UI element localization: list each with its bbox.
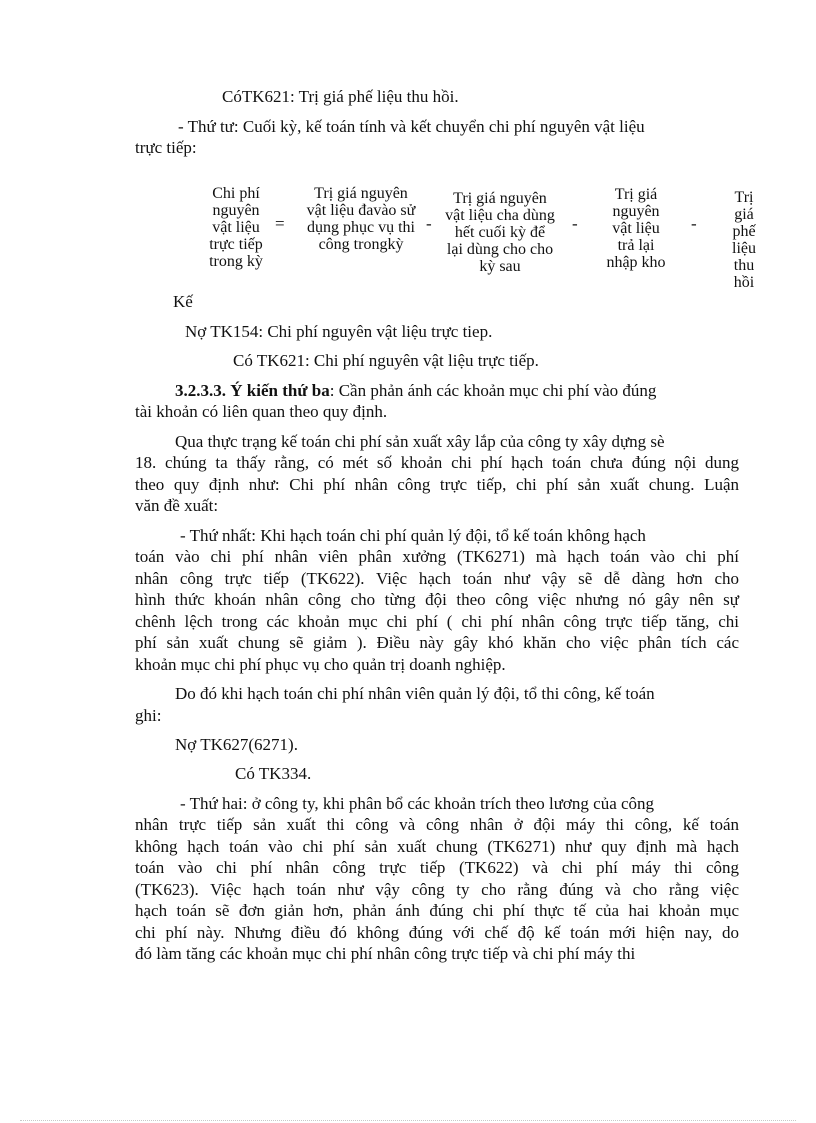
- paragraph-second-line1: - Thứ hai: ở công ty, khi phân bổ các khoản trích theo lương của công: [180, 794, 655, 813]
- paragraph-fourth-line2: trực tiếp:: [135, 138, 197, 157]
- paragraph-therefore-line1: Do đó khi hạch toán chi phí nhân viên quản lý đội, tổ thi công, kế toán: [175, 684, 655, 703]
- paragraph-second-line2: nhân trực tiếp sản xuất thi công và công nhân ở đội máy thi công, kế toán: [135, 815, 739, 834]
- formula-term-direct-material-cost: Chi phí nguyên vật liệu trực tiếp trong kỳ: [209, 185, 263, 270]
- paragraph-first-line2: toán vào chi phí nhân viên phân xưởng (TK6271) mà hạch toán vào chi phí: [135, 547, 739, 566]
- formula-prefix: Kế: [173, 292, 193, 311]
- section-heading-3-2-3-3: [175, 380, 656, 401]
- paragraph-first-line7: khoản mục chi phí phục vụ cho quản trị doanh nghiệp.: [135, 655, 506, 674]
- page-bottom-border: [20, 1120, 796, 1121]
- paragraph-first-line1: - Thứ nhất: Khi hạch toán chi phí quản lý đội, tổ kế toán không hạch: [180, 526, 646, 545]
- paragraph-first-line3: nhân công trực tiếp (TK622). Việc hạch toán như vậy sẽ dễ dàng hơn cho: [135, 569, 739, 588]
- formula-term-material-used: Trị giá nguyên vật liệu đavào sử dụng phục vụ thi công trongkỳ: [306, 185, 416, 253]
- entry-no-tk154: Nợ TK154: Chi phí nguyên vật liệu trực tiep.: [185, 322, 493, 341]
- paragraph-second-line3: không hạch toán vào chi phí sản xuất chung (TK6271) như quy định mà hạch: [135, 837, 739, 856]
- paragraph-therefore-line2: ghi:: [135, 706, 162, 725]
- formula-minus-2: -: [572, 214, 578, 233]
- section-heading-text: : Cần phản ánh các khoản mục chi phí vào đúng: [329, 381, 657, 400]
- paragraph-second-line7: chi phí này. Nhưng điều đó không đúng với chế độ kế toán mới hiện nay, do: [135, 923, 739, 942]
- entry-no-tk627: Nợ TK627(6271).: [175, 735, 298, 754]
- paragraph-first-line6: phí sản xuất chung sẽ giảm ). Điều này gây khó khăn cho việc phân tích các: [135, 633, 739, 652]
- formula-term-scrap: Trị giá phế liệu thu hồi: [732, 189, 756, 291]
- paragraph-status-line3: theo quy định như: Chi phí nhân công trực tiếp, chi phí sản xuất chung. Luận: [135, 475, 739, 494]
- paragraph-second-line8: đó làm tăng các khoản mục chi phí nhân công trực tiếp và chi phí máy thi: [135, 944, 636, 963]
- paragraph-first-line5: chênh lệch trong các khoản mục chi phí ( chi phí nhân công trực tiếp tăng, chi: [135, 612, 739, 631]
- entry-co-tk621-scrap: CóTK621: Trị giá phế liệu thu hồi.: [222, 87, 459, 106]
- paragraph-second-line6: hạch toán sẽ đơn giản hơn, phản ánh đúng chi phí thực tế của hai khoản mục: [135, 901, 739, 920]
- formula-term-material-returned: Trị giá nguyên vật liệu trả lại nhập kho: [606, 186, 666, 271]
- entry-co-tk621: Có TK621: Chi phí nguyên vật liệu trực tiếp.: [233, 351, 539, 370]
- paragraph-status-line2: 18. chúng ta thấy rằng, có mét số khoản chi phí hạch toán chưa đúng nội dung: [135, 453, 739, 472]
- paragraph-second-line5: (TK623). Việc hạch toán như vậy công ty cho rằng đúng và cho rằng việc: [135, 880, 739, 899]
- paragraph-fourth-line1: - Thứ tư: Cuối kỳ, kế toán tính và kết chuyển chi phí nguyên vật liệu: [178, 117, 645, 136]
- paragraph-first-line4: hình thức khoán nhân công cho từng đội theo công việc nhưng nó gây nên sự: [135, 590, 739, 609]
- formula-minus-3: -: [691, 214, 697, 233]
- section-heading-line2: tài khoản có liên quan theo quy định.: [135, 402, 388, 421]
- section-number-title: 3.2.3.3. Ý kiến thứ ba: [175, 381, 330, 400]
- paragraph-status-line1: Qua thực trạng kế toán chi phí sản xuất xây lắp của công ty xây dựng sè: [175, 432, 665, 451]
- entry-co-tk334: Có TK334.: [235, 764, 312, 783]
- paragraph-status-line4: văn đề xuất:: [135, 496, 219, 515]
- formula-minus-1: -: [426, 214, 432, 233]
- paragraph-second-line4: toán vào chi phí nhân công trực tiếp (TK622) và chi phí máy thi công: [135, 858, 739, 877]
- formula-term-material-unused: Trị giá nguyên vật liệu cha dùng hết cuối kỳ để lại dùng cho cho kỳ sau: [445, 190, 555, 275]
- formula-equals: =: [275, 214, 285, 233]
